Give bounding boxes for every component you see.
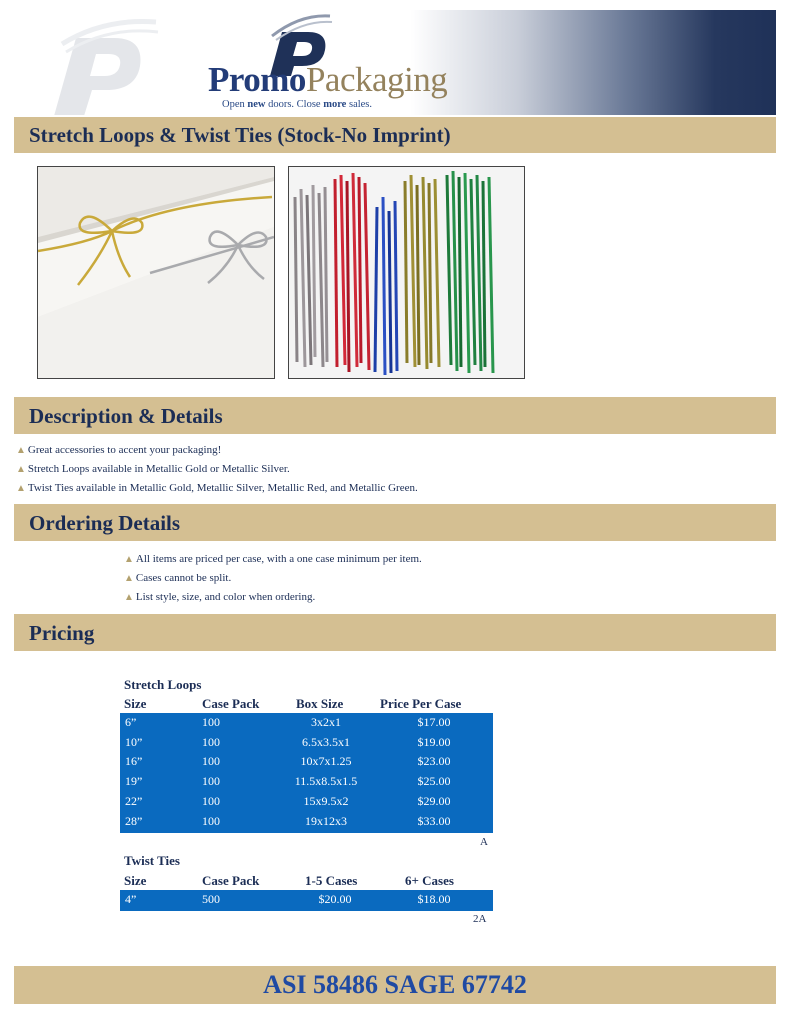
table-cell: 6” — [125, 715, 137, 729]
table-cell: 3x2x1 — [311, 715, 341, 729]
table-cell: 500 — [202, 892, 220, 906]
table-cell: $20.00 — [318, 892, 352, 906]
table-cell: 4” — [125, 892, 137, 906]
list-item: ▲ Great accessories to accent your packaging! — [16, 444, 222, 456]
bullet-triangle-icon: ▲ — [16, 464, 26, 475]
list-item: ▲ List style, size, and color when ordering. — [124, 591, 316, 603]
list-item: ▲ All items are priced per case, with a one case minimum per item. — [124, 553, 422, 565]
table-cell: 100 — [202, 735, 220, 749]
table-header: Case Pack — [202, 696, 260, 711]
table-cell: $17.00 — [417, 715, 451, 729]
header-banner — [14, 10, 776, 115]
table-cell: 100 — [202, 814, 220, 828]
description-bar — [14, 397, 776, 434]
stretch-loops-illustration — [38, 167, 274, 378]
table-header: Price Per Case — [380, 696, 462, 711]
table-cell: $29.00 — [417, 794, 451, 808]
table-cell: $19.00 — [417, 735, 451, 749]
twist-ties-illustration — [289, 167, 524, 378]
table-cell: $33.00 — [417, 814, 451, 828]
bullet-triangle-icon: ▲ — [16, 445, 26, 456]
description-heading: Description & Details — [29, 404, 223, 428]
table-cell: 19” — [125, 774, 143, 788]
twist-ties-table — [120, 890, 493, 911]
table-cell: 15x9.5x2 — [303, 794, 349, 808]
bullet-triangle-icon: ▲ — [124, 592, 134, 603]
table-cell: 28” — [125, 814, 143, 828]
table-cell: $18.00 — [417, 892, 451, 906]
pricing-bar — [14, 614, 776, 651]
table-cell: $25.00 — [417, 774, 451, 788]
brand-tagline: Open new doors. Close more sales. — [222, 99, 373, 110]
table-cell: 6.5x3.5x1 — [302, 735, 350, 749]
footer-bar — [14, 966, 776, 1004]
ordering-heading: Ordering Details — [29, 511, 181, 535]
twist-ties-label: Twist Ties — [124, 853, 180, 868]
stretch-loops-photo — [37, 166, 275, 379]
table-cell: 19x12x3 — [305, 814, 347, 828]
pricing-heading: Pricing — [29, 621, 95, 645]
bullet-triangle-icon: ▲ — [124, 554, 134, 565]
ordering-list — [124, 550, 422, 607]
table-cell: 100 — [202, 774, 220, 788]
supplier-codes: ASI 58486 SAGE 67742 — [263, 970, 527, 999]
table-header: Box Size — [296, 696, 344, 711]
ordering-bar — [14, 504, 776, 541]
table-header: Size — [124, 696, 147, 711]
bullet-triangle-icon: ▲ — [124, 573, 134, 584]
table-note: A — [480, 836, 488, 848]
title-bar — [14, 117, 776, 153]
table-cell: 100 — [202, 754, 220, 768]
table-cell: 100 — [202, 715, 220, 729]
twist-ties-photo — [288, 166, 525, 379]
watermark-logo-icon — [44, 16, 164, 115]
table-header: Size — [124, 873, 147, 888]
list-item: ▲ Stretch Loops available in Metallic Gold or Metallic Silver. — [16, 463, 290, 475]
table-header: Case Pack — [202, 873, 260, 888]
table-cell: 10” — [125, 735, 143, 749]
stretch-loops-label: Stretch Loops — [124, 677, 202, 692]
table-cell: 100 — [202, 794, 220, 808]
stretch-loops-table — [120, 713, 493, 833]
description-list — [16, 441, 418, 498]
table-cell: 22” — [125, 794, 143, 808]
table-cell: $23.00 — [417, 754, 451, 768]
list-item: ▲ Twist Ties available in Metallic Gold, Metallic Silver, Metallic Red, and Metallic Green. — [16, 482, 418, 494]
bullet-triangle-icon: ▲ — [16, 483, 26, 494]
table-cell: 11.5x8.5x1.5 — [294, 774, 358, 788]
table-header: 6+ Cases — [405, 873, 454, 888]
table-cell: 16” — [125, 754, 143, 768]
table-note: 2A — [473, 913, 487, 925]
list-item: ▲ Cases cannot be split. — [124, 572, 232, 584]
table-cell: 10x7x1.25 — [300, 754, 352, 768]
table-header: 1-5 Cases — [305, 873, 358, 888]
brand-name: PromoPackaging — [208, 60, 448, 99]
page-title: Stretch Loops & Twist Ties (Stock-No Imprint) — [29, 123, 451, 147]
